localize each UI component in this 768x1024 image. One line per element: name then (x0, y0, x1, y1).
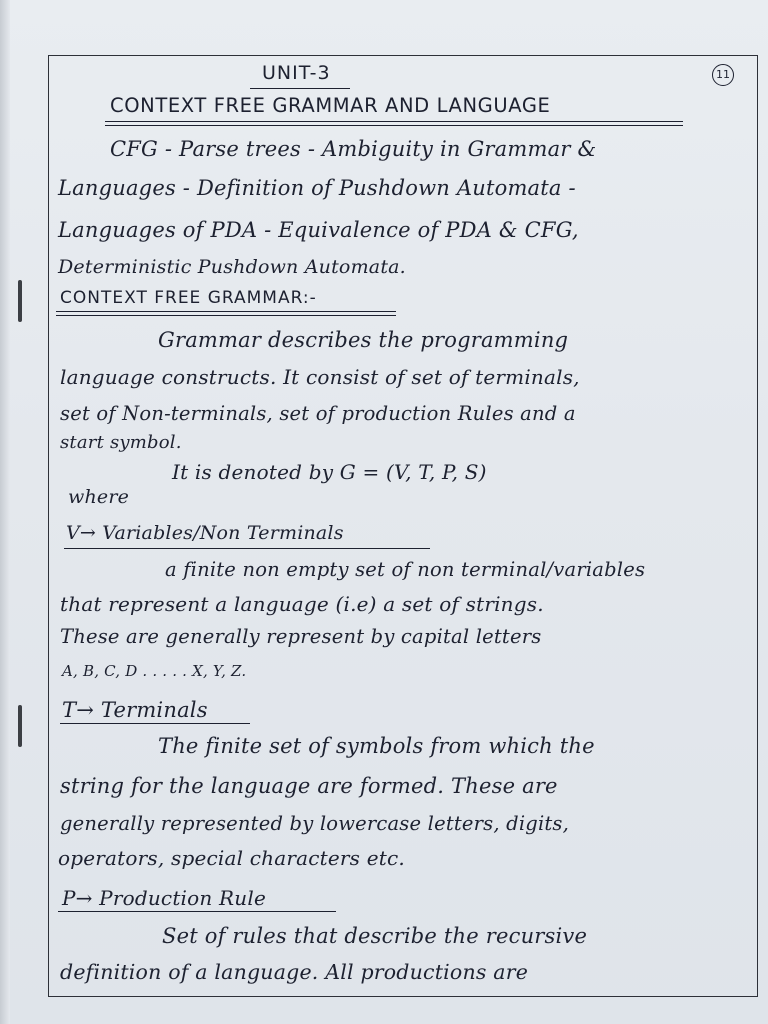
productions-heading-underline (58, 911, 336, 912)
syllabus-line-4: Deterministic Pushdown Automata. (58, 256, 406, 278)
syllabus-line-2: Languages - Definition of Pushdown Automata - (58, 176, 576, 200)
variables-line-1: a finite non empty set of non terminal/variables (165, 558, 646, 581)
productions-line-2: definition of a language. All productions are (60, 960, 529, 984)
variables-line-4: A, B, C, D . . . . . X, Y, Z. (62, 662, 247, 680)
unit-label-underline (250, 88, 350, 89)
variables-heading-underline (64, 548, 430, 549)
terminals-heading: T→ Terminals (62, 698, 208, 722)
unit-label: UNIT-3 (262, 62, 331, 84)
syllabus-line-1: CFG - Parse trees - Ambiguity in Grammar & (110, 137, 597, 161)
terminals-line-4: operators, special characters etc. (58, 846, 405, 870)
notation-line: It is denoted by G = (V, T, P, S) (172, 460, 487, 484)
terminals-line-1: The finite set of symbols from which the (158, 734, 595, 758)
terminals-line-3: generally represented by lowercase letters, digits, (60, 812, 570, 835)
productions-heading: P→ Production Rule (62, 886, 267, 910)
binding-hole-top (18, 280, 22, 322)
page-title-underline-2 (105, 125, 683, 126)
productions-line-1: Set of rules that describe the recursive (162, 924, 588, 948)
page-title: CONTEXT FREE GRAMMAR AND LANGUAGE (110, 94, 551, 117)
terminals-heading-underline (60, 723, 250, 724)
intro-line-2: language constructs. It consist of set of terminals, (60, 365, 580, 389)
intro-line-4: start symbol. (60, 432, 182, 453)
where-label: where (68, 486, 130, 508)
section-heading-underline-1 (56, 311, 396, 312)
page-title-underline-1 (105, 121, 683, 122)
variables-heading: V→ Variables/Non Terminals (66, 522, 344, 544)
intro-line-1: Grammar describes the programming (158, 328, 569, 352)
page-number: 11 (712, 64, 734, 86)
variables-line-2: that represent a language (i.e) a set of strings. (60, 592, 544, 616)
binding-hole-bottom (18, 705, 22, 747)
section-heading-underline-2 (56, 315, 396, 316)
section-heading: CONTEXT FREE GRAMMAR:- (60, 288, 317, 308)
intro-line-3: set of Non-terminals, set of production Rules and a (60, 402, 576, 425)
page-edge-shadow (0, 0, 10, 1024)
variables-line-3: These are generally represent by capital letters (60, 625, 542, 648)
terminals-line-2: string for the language are formed. These are (60, 774, 558, 798)
syllabus-line-3: Languages of PDA - Equivalence of PDA & CFG, (58, 218, 579, 242)
